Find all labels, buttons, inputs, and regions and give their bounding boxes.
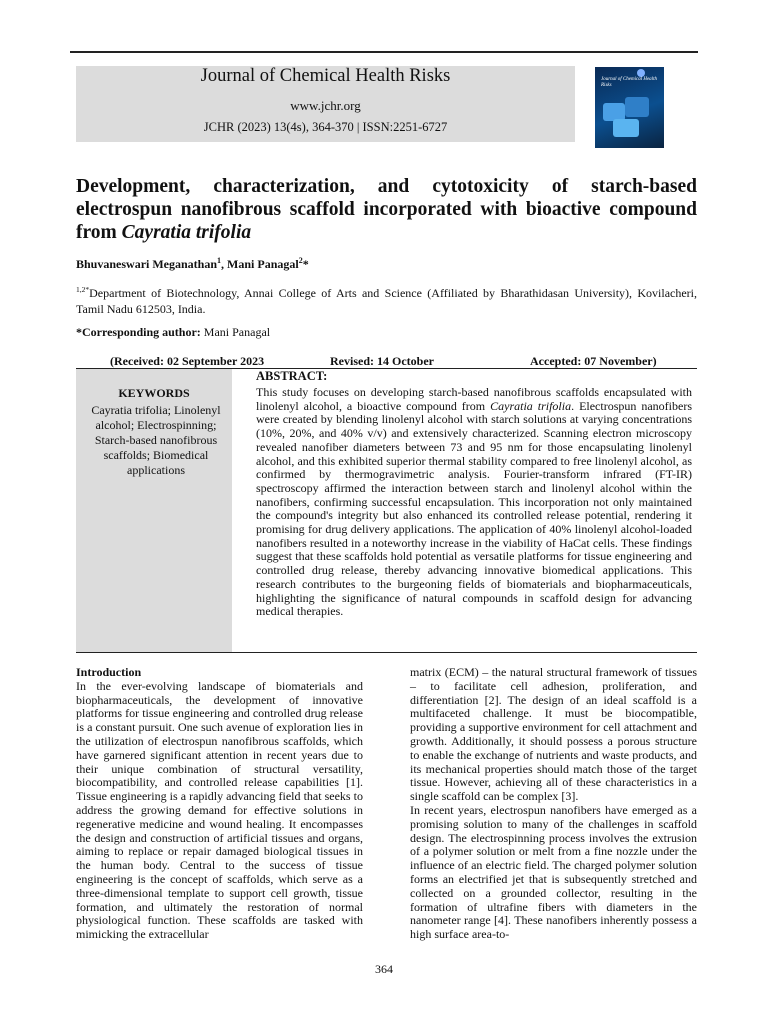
cover-title: Journal of Chemical Health Risks xyxy=(601,77,657,88)
section-heading: Introduction xyxy=(76,665,142,679)
revised-date: Revised: 14 October xyxy=(330,354,434,368)
abstract-text: This study focuses on developing starch-based nanofibrous scaffolds encapsulated with linolenyl alcohol, a bioactive compound from Cayratia trifolia. Electrospun nanofibers were created by blending linolenyl alcohol with starch solutions at varying concentrations (10%, 20%, and 40% v/v) and extensively characterized. Scanning electron microscopy revealed nanofiber diameters between 73 and 95 nm for those encapsulating linolenyl alcohol, and this exhibited superior thermal stability compared to free linolenyl alcohol, as confirmed by thermogravimetric analysis. Fourier-transform infrared (FT-IR) spectroscopy affirmed the interaction between starch and linolenyl alcohol within the nanofibers, confirming successful encapsulation. This incorporation not only maintained the compound's integrity but also enhanced its controlled release potential, rendering it promising for drug delivery applications. The application of 40% linolenyl alcohol-loaded nanofibers resulted in a noteworthy increase in the viability of HaCat cells. These findings suggest that these scaffolds hold potential as versatile platforms for tissue engineering and controlled drug release, thereby advancing innovative biomedical applications. This research contributes to the burgeoning fields of biomaterials and biopharmaceuticals, highlighting the significance of natural compounds in scaffold design for advancing medical therapies. xyxy=(256,385,692,619)
journal-header xyxy=(76,66,575,142)
puzzle-piece-icon xyxy=(625,97,649,117)
affiliation: $^{1,2*}$Department of Biotechnology, Annai College of Arts and Science (Affiliated by Bharathidasan University), Kovilacheri, Tamil Nadu 612503, India. xyxy=(76,285,697,316)
corresponding-author: *Corresponding author: Mani Panagal xyxy=(76,325,271,339)
body-paragraph: matrix (ECM) – the natural structural framework of tissues – to facilitate cell adhesion, proliferation, and differentiation [2]. The design of an ideal scaffold is a multifaceted challenge. It must be biocompatible, providing a supportive environment for cell attachment and growth. Additionally, it should possess a porous structure to enable the exchange of nutrients and waste products, and its mechanical properties should match those of the target tissue. However, achieving all of these characteristics in a single scaffold can be complex [3]. xyxy=(410,665,697,804)
paper-title: Development, characterization, and cytotoxicity of starch-based electrospun nanofibrous scaffold incorporated with bioactive compound from Cayratia trifolia xyxy=(76,176,697,243)
author-list: Bhuvaneswari Meganathan$^1$, Mani Panagal$^2$* xyxy=(76,256,309,271)
journal-citation: JCHR (2023) 13(4s), 364-370 | ISSN:2251-6727 xyxy=(203,120,448,134)
abstract-rule xyxy=(76,652,697,653)
page-number: 364 xyxy=(375,962,393,976)
accepted-date: Accepted: 07 November) xyxy=(530,354,657,368)
keywords-box xyxy=(76,369,232,652)
body-paragraph: In the ever-evolving landscape of biomaterials and biopharmaceuticals, the development of innovative platforms for tissue engineering and controlled drug release is a constant pursuit. One such avenue of exploration lies in the utilization of electrospun nanofibrous scaffolds, which have garnered significant attention in recent years due to their unique combination of structural versatility, biocompatibility, and controlled release capabilities [1]. Tissue engineering is a rapidly advancing field that seeks to address the growing demand for effective solutions in regenerative medicine and wound healing. It encompasses the design and construction of artificial tissues and organs, aiming to replace or repair damaged biological tissues in the human body. Central to the success of tissue engineering is the concept of scaffolds, which serve as a three-dimensional template to support cell growth, tissue formation, and ultimately the restoration of normal physiological function. These scaffolds are tasked with mimicking the extracellular xyxy=(76,678,363,942)
puzzle-piece-icon xyxy=(613,119,639,137)
cover-logo-icon xyxy=(637,69,645,77)
keywords-heading: KEYWORDS xyxy=(118,386,190,400)
header-rule xyxy=(70,51,698,53)
keywords-text: Cayratia trifolia; Linolenyl alcohol; Electrospinning; Starch-based nanofibrous scaffolds; Biomedical applications xyxy=(91,403,221,477)
journal-cover-image xyxy=(595,67,664,148)
abstract-heading: ABSTRACT: xyxy=(256,369,328,383)
journal-url[interactable]: www.jchr.org xyxy=(290,98,361,113)
body-column-right xyxy=(410,666,697,942)
body-paragraph: In recent years, electrospun nanofibers have emerged as a promising solution to many of the challenges in scaffold design. The electrospinning process involves the extrusion of a polymer solution or melt from a fine nozzle under the influence of an electric field. The charged polymer solution forms an electrified jet that is subsequently stretched and collected on a grounded collector, resulting in the formation of ultrafine fibers with diameters in the nanometer range [4]. These nanofibers inherently possess a high surface area-to- xyxy=(410,802,697,942)
received-date: (Received: 02 September 2023 xyxy=(110,354,265,368)
author-name: Bhuvaneswari Meganathan xyxy=(76,257,218,271)
body-column-left xyxy=(76,666,363,942)
journal-title: Journal of Chemical Health Risks xyxy=(200,66,451,86)
author-name: Mani Panagal xyxy=(227,257,299,271)
abstract-box xyxy=(232,369,697,652)
